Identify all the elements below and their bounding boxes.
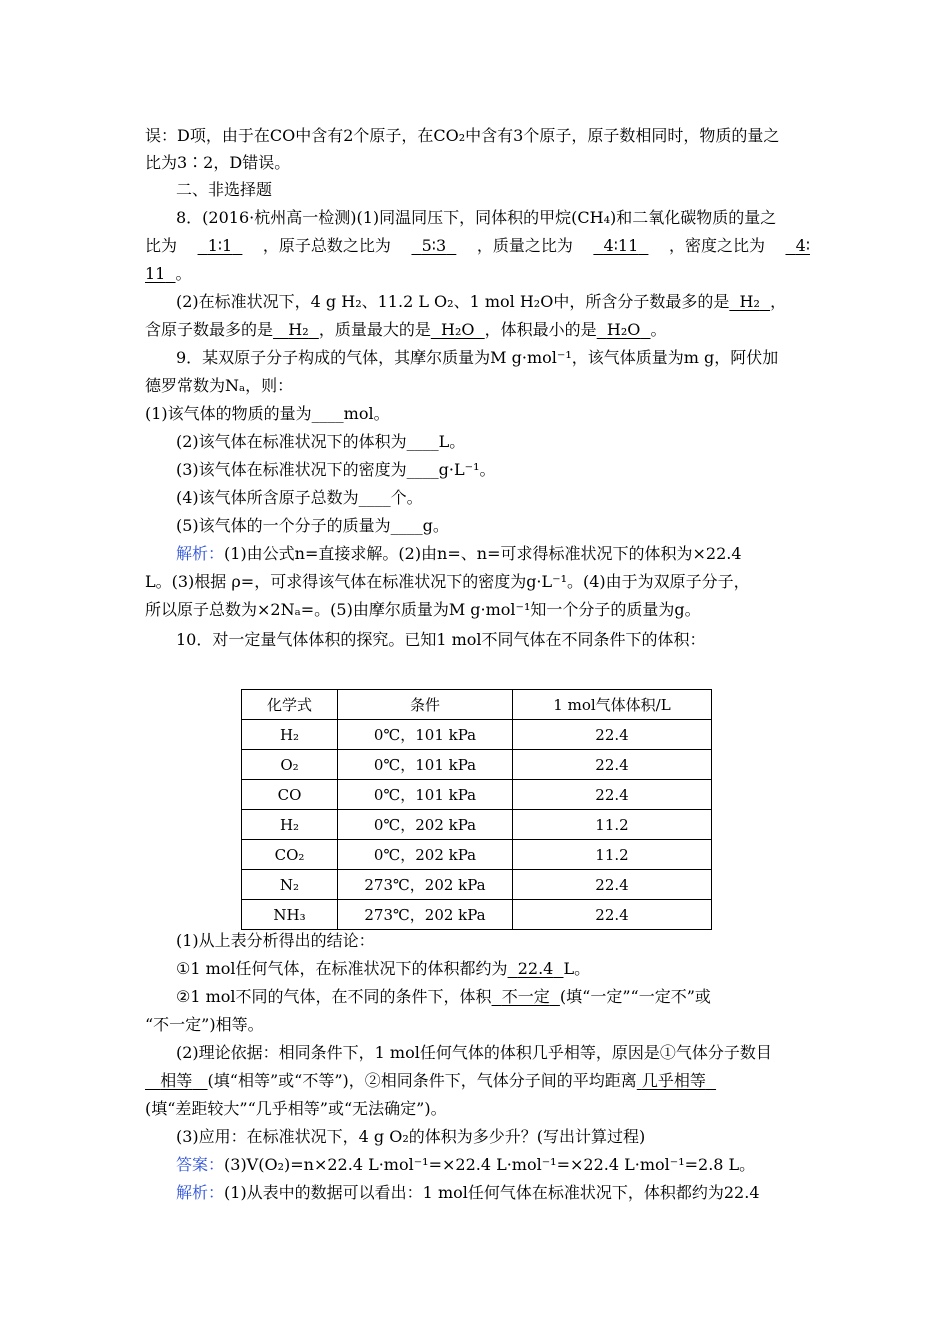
question-8-line2 bbox=[145, 236, 810, 256]
question-9-sub5: (5)该气体的一个分子的质量为____g。 bbox=[176, 516, 449, 535]
table-cell: H₂ bbox=[242, 720, 338, 750]
table-cell: 22.4 bbox=[513, 870, 712, 900]
answer-blank: 1∶1 bbox=[207, 236, 233, 255]
table-row bbox=[242, 870, 712, 900]
theory-basis: (2)理论依据：相同条件下，1 mol任何气体的体积几乎相等，原因是①气体分子数目 bbox=[176, 1043, 772, 1062]
question-9-sub4: (4)该气体所含原子总数为____个。 bbox=[176, 488, 423, 507]
question-8-line3: 11 。 bbox=[145, 264, 192, 283]
table-cell: H₂ bbox=[242, 810, 338, 840]
answer-blank: 4∶ bbox=[795, 236, 810, 255]
answer-blank: H₂ bbox=[288, 320, 309, 339]
answer-blank: 4∶11 bbox=[603, 236, 639, 255]
table-cell: 0℃，101 kPa bbox=[338, 780, 513, 810]
answer-blank: 11 bbox=[145, 264, 166, 283]
table-cell: NH₃ bbox=[242, 900, 338, 930]
question-9: 9．某双原子分子构成的气体，其摩尔质量为M g·mol⁻¹，该气体质量为m g，阿伏加 bbox=[176, 348, 779, 367]
conclusion-2: ②1 mol不同的气体，在不同的条件下，体积 不一定 (填“一定”“一定不”或 bbox=[176, 987, 711, 1006]
answer-blank: 几乎相等 bbox=[641, 1071, 706, 1090]
table-cell: 22.4 bbox=[513, 900, 712, 930]
table-cell: 273℃，202 kPa bbox=[338, 900, 513, 930]
conclusion-heading: (1)从上表分析得出的结论： bbox=[176, 931, 375, 950]
table-cell: 0℃，202 kPa bbox=[338, 840, 513, 870]
table-cell: 22.4 bbox=[513, 750, 712, 780]
analysis-10: 解析：(1)从表中的数据可以看出：1 mol任何气体在标准状况下，体积都约为22.4 bbox=[176, 1183, 760, 1202]
table-row bbox=[242, 720, 712, 750]
table-cell: N₂ bbox=[242, 870, 338, 900]
analysis-label: 解析： bbox=[176, 1183, 225, 1202]
table-cell: 22.4 bbox=[513, 780, 712, 810]
analysis-9: 解析：(1)由公式n=直接求解。(2)由n=、n=可求得标准状况下的体积为×22.4 bbox=[176, 544, 742, 563]
conclusion-2-line2: “不一定”)相等。 bbox=[145, 1015, 264, 1034]
answer-blank: 22.4 bbox=[517, 959, 554, 978]
table-cell: 11.2 bbox=[513, 810, 712, 840]
question-9-sub2: (2)该气体在标准状况下的体积为____L。 bbox=[176, 432, 466, 451]
table-cell: CO₂ bbox=[242, 840, 338, 870]
analysis-9-line3: 所以原子总数为×2Nₐ=。(5)由摩尔质量为M g·mol⁻¹知一个分子的质量为g。 bbox=[145, 600, 701, 619]
question-10: 10．对一定量气体体积的探究。已知1 mol不同气体在不同条件下的体积： bbox=[176, 630, 706, 649]
table-cell: 273℃，202 kPa bbox=[338, 870, 513, 900]
table-cell: O₂ bbox=[242, 750, 338, 780]
answer-label: 答案： bbox=[176, 1155, 225, 1174]
answer-blank: 相等 bbox=[160, 1071, 193, 1090]
table-row bbox=[242, 900, 712, 930]
table-header: 1 mol气体体积/L bbox=[513, 690, 712, 720]
table-cell: 0℃，101 kPa bbox=[338, 750, 513, 780]
answer-blank: 不一定 bbox=[501, 987, 550, 1006]
question-8-part2-line2: 含原子数最多的是 H₂ ，质量最大的是 H₂O ，体积最小的是 H₂O 。 bbox=[145, 320, 667, 339]
question-8: 8．(2016·杭州高一检测)(1)同温同压下，同体积的甲烷(CH₄)和二氧化碳物质的量之 bbox=[176, 208, 777, 227]
table-row bbox=[242, 810, 712, 840]
table-header: 条件 bbox=[338, 690, 513, 720]
table-cell: CO bbox=[242, 780, 338, 810]
table-header-row bbox=[242, 690, 712, 720]
question-9-sub3: (3)该气体在标准状况下的密度为____g·L⁻¹。 bbox=[176, 460, 496, 479]
conclusion-1: ①1 mol任何气体，在标准状况下的体积都约为 22.4 L。 bbox=[176, 959, 591, 978]
answer-blank: H₂ bbox=[739, 292, 760, 311]
text: 比为 bbox=[145, 236, 178, 255]
question-8-part2: (2)在标准状况下，4 g H₂、11.2 L O₂、1 mol H₂O中，所含分子数最多的是 H₂ ， bbox=[176, 292, 787, 311]
answer-blank: 5∶3 bbox=[421, 236, 447, 255]
theory-basis-line2: 相等 (填“相等”或“不等”)，②相同条件下，气体分子间的平均距离 几乎相等 bbox=[145, 1071, 716, 1091]
text: ，密度之比为 bbox=[668, 236, 765, 255]
table-cell: 22.4 bbox=[513, 720, 712, 750]
application-question: (3)应用：在标准状况下，4 g O₂的体积为多少升？(写出计算过程) bbox=[176, 1127, 646, 1146]
table-cell: 0℃，202 kPa bbox=[338, 810, 513, 840]
table-row bbox=[242, 840, 712, 870]
analysis-label: 解析： bbox=[176, 544, 225, 563]
text: ，原子总数之比为 bbox=[262, 236, 391, 255]
text: ，质量之比为 bbox=[476, 236, 573, 255]
section-heading: 二、非选择题 bbox=[176, 180, 273, 199]
question-9-sub1: (1)该气体的物质的量为____mol。 bbox=[145, 404, 390, 423]
table-header: 化学式 bbox=[242, 690, 338, 720]
table-row bbox=[242, 750, 712, 780]
analysis-9-line2: L。(3)根据 ρ=，可求得该气体在标准状况下的密度为g·L⁻¹。(4)由于为双原子分子， bbox=[145, 572, 750, 591]
answer-blank: H₂O bbox=[606, 320, 641, 339]
gas-volume-table bbox=[241, 689, 712, 930]
theory-basis-line3: (填“差距较大”“几乎相等”或“无法确定”)。 bbox=[145, 1099, 447, 1118]
table-cell: 11.2 bbox=[513, 840, 712, 870]
answer-blank: H₂O bbox=[441, 320, 475, 339]
table-row bbox=[242, 780, 712, 810]
text-line: 比为3∶2，D错误。 bbox=[145, 153, 291, 172]
table-cell: 0℃，101 kPa bbox=[338, 720, 513, 750]
answer-line: 答案：(3)V(O₂)=n×22.4 L·mol⁻¹=×22.4 L·mol⁻¹=×22.4 L·mol⁻¹=2.8 L。 bbox=[176, 1155, 756, 1174]
question-9-line2: 德罗常数为Nₐ，则： bbox=[145, 376, 294, 395]
text-line: 误：D项，由于在CO中含有2个原子，在CO₂中含有3个原子，原子数相同时，物质的量之 bbox=[145, 126, 780, 145]
